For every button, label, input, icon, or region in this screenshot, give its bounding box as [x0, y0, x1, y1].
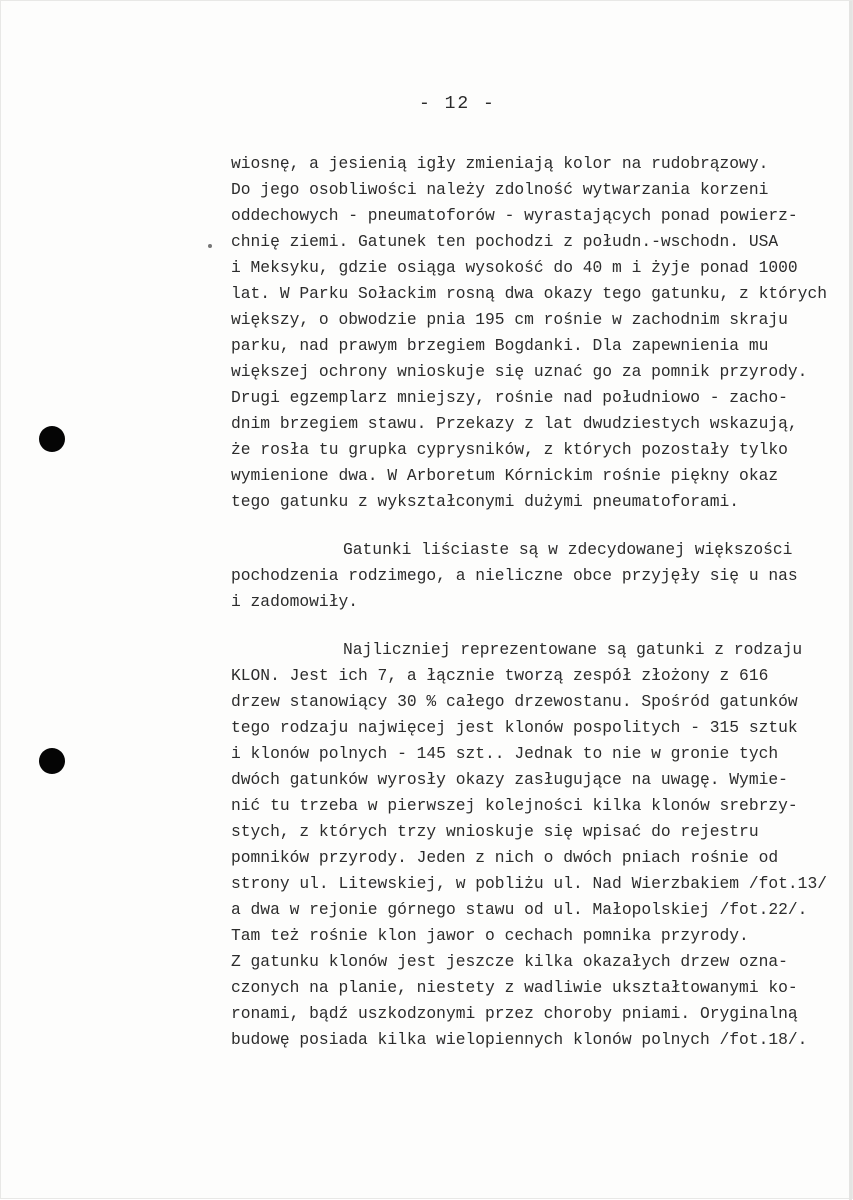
text-line: nić tu trzeba w pierwszej kolejności kilka klonów srebrzy- [231, 796, 798, 815]
text-line: większy, o obwodzie pnia 195 cm rośnie w zachodnim skraju [231, 310, 788, 329]
text-line: a dwa w rejonie górnego stawu od ul. Małopolskiej /fot.22/. [231, 900, 808, 919]
text-line: budowę posiada kilka wielopiennych klonów polnych /fot.18/. [231, 1030, 808, 1049]
paragraph-gap [231, 615, 851, 637]
text-line: drzew stanowiący 30 % całego drzewostanu. Spośród gatunków [231, 692, 798, 711]
text-line: wymienione dwa. W Arboretum Kórnickim rośnie piękny okaz [231, 466, 779, 485]
text-line: chnię ziemi. Gatunek ten pochodzi z połudn.-wschodn. USA [231, 232, 779, 251]
text-line: i Meksyku, gdzie osiąga wysokość do 40 m i żyje ponad 1000 [231, 258, 798, 277]
text-line: czonych na planie, niestety z wadliwie ukształtowanymi ko- [231, 978, 798, 997]
text-line: lat. W Parku Sołackim rosną dwa okazy tego gatunku, z których [231, 284, 827, 303]
text-line: wiosnę, a jesienią igły zmieniają kolor na rudobrązowy. [231, 154, 769, 173]
text-line: tego rodzaju najwięcej jest klonów pospolitych - 315 sztuk [231, 718, 798, 737]
text-line: pochodzenia rodzimego, a nieliczne obce przyjęły się u nas [231, 566, 798, 585]
paragraph-3 [231, 637, 851, 1053]
text-line: że rosła tu grupka cyprysników, z których pozostały tylko [231, 440, 788, 459]
text-line: tego gatunku z wykształconymi dużymi pneumatoforami. [231, 492, 740, 511]
text-line: i zadomowiły. [231, 592, 359, 611]
paragraph-gap [231, 515, 851, 537]
text-line: dwóch gatunków wyrosły okazy zasługujące na uwagę. Wymie- [231, 770, 788, 789]
text-line: Tam też rośnie klon jawor o cechach pomnika przyrody. [231, 926, 749, 945]
text-line: Gatunki liściaste są w zdecydowanej większości [343, 540, 793, 559]
paragraph-2 [231, 537, 851, 615]
text-line: pomników przyrody. Jeden z nich o dwóch pniach rośnie od [231, 848, 779, 867]
text-line: i klonów polnych - 145 szt.. Jednak to nie w gronie tych [231, 744, 779, 763]
punch-hole [39, 426, 65, 452]
text-line: Drugi egzemplarz mniejszy, rośnie nad południowo - zacho- [231, 388, 788, 407]
text-line: KLON. Jest ich 7, a łącznie tworzą zespół złożony z 616 [231, 666, 769, 685]
punch-hole [39, 748, 65, 774]
margin-mark [208, 244, 212, 248]
text-line: oddechowych - pneumatoforów - wyrastających ponad powierz- [231, 206, 798, 225]
text-line: Do jego osobliwości należy zdolność wytwarzania korzeni [231, 180, 769, 199]
paragraph-1 [231, 151, 851, 515]
body-text [231, 151, 851, 1053]
text-line: większej ochrony wnioskuje się uznać go za pomnik przyrody. [231, 362, 808, 381]
text-line: Najliczniej reprezentowane są gatunki z rodzaju [343, 640, 803, 659]
text-line: parku, nad prawym brzegiem Bogdanki. Dla zapewnienia mu [231, 336, 769, 355]
text-line: ronami, bądź uszkodzonymi przez choroby pniami. Oryginalną [231, 1004, 798, 1023]
text-line: Z gatunku klonów jest jeszcze kilka okazałych drzew ozna- [231, 952, 788, 971]
text-line: stych, z których trzy wnioskuje się wpisać do rejestru [231, 822, 759, 841]
text-line: dnim brzegiem stawu. Przekazy z lat dwudziestych wskazują, [231, 414, 798, 433]
text-line: strony ul. Litewskiej, w pobliżu ul. Nad Wierzbakiem /fot.13/ [231, 874, 827, 893]
page-number: - 12 - [419, 94, 496, 114]
